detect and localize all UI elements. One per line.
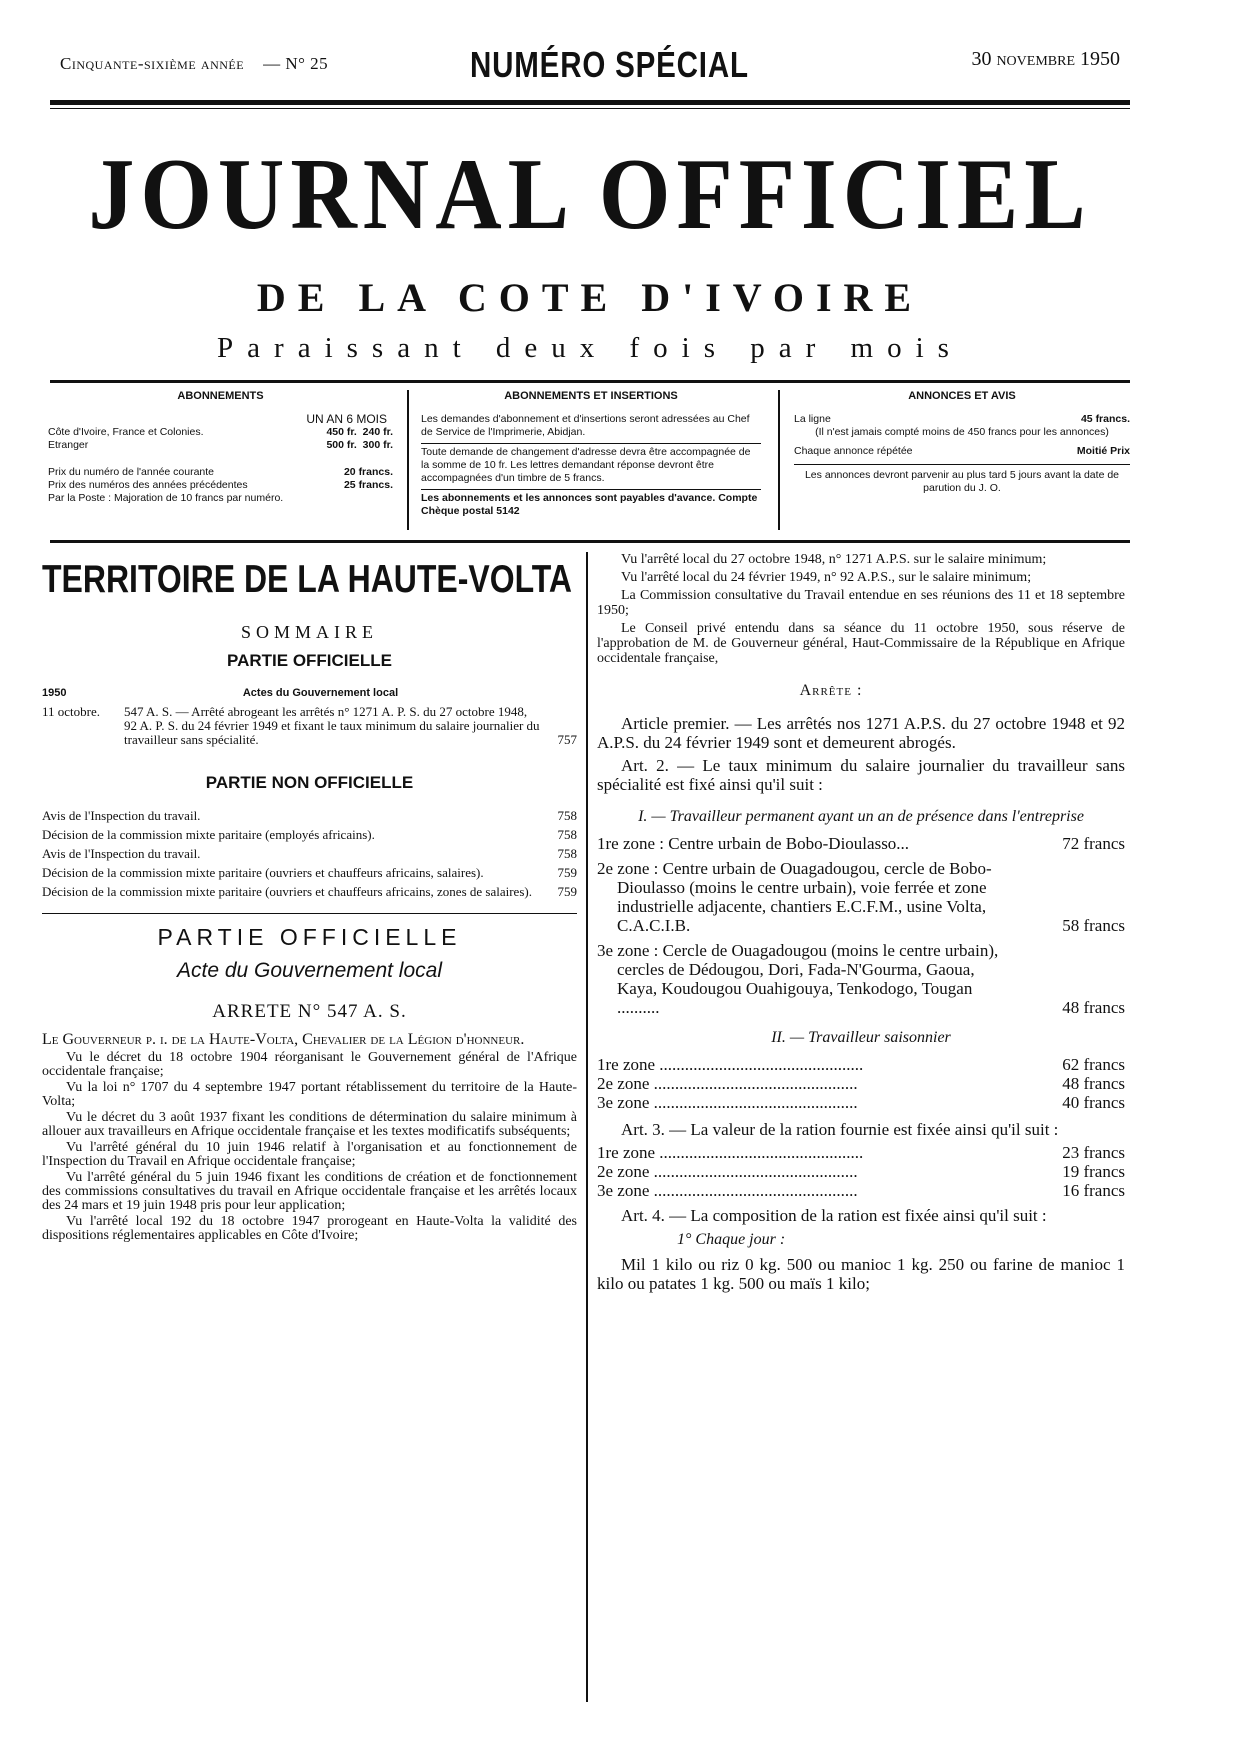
vu-paragraph: Vu l'arrêté local du 24 février 1949, n° 92 A.P.S., sur le salaire minimum; [621,570,1032,585]
vu-paragraph: Vu l'arrêté général du 5 juin 1946 fixant les conditions de création et de fonctionnement des commissions consultatives du travail en Afrique occidentale française et les arrêtés locaux des 24 mars et 19 juin 1948 pris pour leur application; [42,1170,577,1213]
tagline: Paraissant deux fois par mois [217,332,963,364]
abonnements-title: ABONNEMENTS [177,390,264,402]
chaque-jour-heading: 1° Chaque jour : [677,1231,786,1248]
zone-row: 3e zone : Cercle de Ouagadougou (moins le centre urbain), cercles de Dédougou, Dori, Fada-N'Gourma, Gaoua, Kaya, Koudougou Ouahigouya, Tenkodogo, Tougan .......... 48 francs [597,941,1125,1017]
annonce-repetee: Chaque annonce répétée Moitié Prix [794,445,1130,457]
info-bottom-rule [50,540,1130,543]
right-column [597,552,1125,1297]
partie-officielle-heading: PARTIE OFFICIELLE [227,651,392,670]
vu-paragraph: Vu l'arrêté local du 27 octobre 1948, n° 1271 A.P.S. sur le salaire minimum; [621,552,1047,567]
acte-subtitle: Acte du Gouvernement local [177,959,442,982]
abonnement-row: Etranger 500 fr. 300 fr. [48,439,393,451]
poste-note: Par la Poste : Majoration de 10 francs par numéro. [48,492,284,504]
article-1: Article premier. — Les arrêtés nos 1271 A.P.S. du 27 octobre 1948 et 92 A.P.S. du 24 février 1949 sont et demeurent abrogés. [597,714,1125,752]
article-4: Art. 4. — La composition de la ration est fixée ainsi qu'il suit : [621,1206,1047,1225]
article-3: Art. 3. — La valeur de la ration fournie est fixée ainsi qu'il suit : [621,1120,1059,1139]
section-1-heading: I. — Travailleur permanent ayant un an de présence dans l'entreprise [638,808,1084,825]
saison-row: 1re zone ................................................ 62 francs [597,1055,1125,1074]
toc-item: Décision de la commission mixte paritaire (employés africains). 758 [42,827,577,842]
issue-year: Cinquante-sixième année — N° 25 [60,54,329,73]
vu-paragraph: Vu l'arrêté local 192 du 18 octobre 1947 prorogeant en Haute-Volta la validité des dispositions réglementaires applicables en Côte d'Ivoire; [42,1214,577,1243]
column-divider [586,552,588,1702]
gouverneur-line: Le Gouverneur p. i. de la Haute-Volta, Chevalier de la Légion d'honneur. [42,1031,525,1048]
ration-row: 1re zone ................................................ 23 francs [597,1143,1125,1162]
info-separator [407,390,409,530]
vu-paragraph: La Commission consultative du Travail entendue en ses réunions des 11 et 18 septembre 1950; [597,588,1125,618]
toc-item: Avis de l'Inspection du travail. 758 [42,808,577,823]
info-separator [778,390,780,530]
header-rule-thin [50,108,1130,109]
abonnement-row: Côte d'Ivoire, France et Colonies. 450 fr. 240 fr. [48,426,393,438]
insertions-title: ABONNEMENTS ET INSERTIONS [504,390,678,402]
prix-row: Prix des numéros des années précédentes 25 francs. [48,479,393,491]
ration-row: 2e zone ................................................ 19 francs [597,1162,1125,1181]
partie-officielle-title: PARTIE OFFICIELLE [157,924,462,950]
sommaire-title: SOMMAIRE [240,622,378,642]
territory-title: TERRITOIRE DE LA HAUTE-VOLTA [42,558,573,601]
annonces-column [794,390,1130,495]
insertions-payment: Les abonnements et les annonces sont payables d'avance. Compte Chèque postal 5142 [421,489,761,518]
abonnements-col-headers: UN AN 6 MOIS [306,412,387,426]
arrete-title: ARRETE N° 547 A. S. [212,1001,407,1022]
toc-item: Avis de l'Inspection du travail. 758 [42,846,577,861]
article-2: Art. 2. — Le taux minimum du salaire journalier du travailleur sans spécialité est fixé ainsi qu'il suit : [597,756,1125,794]
prix-row: Prix du numéro de l'année courante 20 francs. [48,466,393,478]
vu-paragraph: Vu le décret du 3 août 1937 fixant les conditions de détermination du salaire minimum à allouer aux travailleurs en Afrique occidentale française et les textes modificatifs subséquents; [42,1110,577,1139]
header-rule [50,100,1130,105]
saison-row: 3e zone ................................................ 40 francs [597,1093,1125,1112]
zone-row: 2e zone : Centre urbain de Ouagadougou, cercle de Bobo-Dioulasso (moins le centre urbain), voie ferrée et zone industrielle adjacente, chantiers E.C.F.M., usine Volta, C.A.C.I.B. 58 francs [597,859,1125,935]
annonce-note: (Il n'est jamais compté moins de 450 francs pour les annonces) [815,426,1109,438]
ration-composition: Mil 1 kilo ou riz 0 kg. 500 ou manioc 1 kg. 250 ou farine de manioc 1 kilo ou patates 1 kg. 500 ou maïs 1 kilo; [597,1255,1125,1293]
section-divider [42,913,577,914]
vu-paragraph: Le Conseil privé entendu dans sa séance du 11 octobre 1950, sous réserve de l'approbation de M. de Gouverneur général, Haut-Commissaire de la République en Afrique occidentale française, [597,621,1125,666]
insertions-column [421,390,761,518]
special-issue-label: NUMÉRO SPÉCIAL [470,44,749,85]
annonces-title: ANNONCES ET AVIS [908,390,1016,402]
ration-row: 3e zone ................................................ 16 francs [597,1181,1125,1200]
subscription-info [48,384,1130,534]
vu-paragraph: Vu le décret du 18 octobre 1904 réorganisant le Gouvernement général de l'Afrique occidentale française; [42,1050,577,1079]
info-top-rule [50,380,1130,383]
section-2-heading: II. — Travailleur saisonnier [771,1029,951,1046]
arrete-heading: Arrête : [799,682,863,699]
saison-row: 2e zone ................................................ 48 francs [597,1074,1125,1093]
insertions-address: Les demandes d'abonnement et d'insertions seront adressées au Chef de Service de l'Imprimerie, Abidjan. [421,413,750,438]
sommaire-subheader: 1950 Actes du Gouvernement local [42,687,399,699]
annonce-ligne: La ligne 45 francs. [794,413,1130,425]
toc-item: Décision de la commission mixte paritaire (ouvriers et chauffeurs africains, zones de salaires). 759 [42,884,577,899]
left-column [42,552,577,1245]
vu-paragraph: Vu l'arrêté général du 10 juin 1946 relatif à l'organisation et au fonctionnement de l'Inspection du Travail en Afrique occidentale française; [42,1140,577,1169]
issue-header [60,44,1120,90]
toc-item: Décision de la commission mixte paritaire (ouvriers et chauffeurs africains, salaires). 759 [42,865,577,880]
vu-paragraph: Vu la loi n° 1707 du 4 septembre 1947 portant rétablissement du territoire de la Haute-Volta; [42,1080,577,1109]
subhead: DE LA COTE D'IVOIRE [256,275,924,320]
issue-date: 30 novembre 1950 [971,48,1120,70]
partie-non-officielle-heading: PARTIE NON OFFICIELLE [205,773,414,792]
abonnements-column [48,390,393,505]
insertions-change: Toute demande de changement d'adresse devra être accompagnée de la somme de 10 fr. Les lettres demandant réponse devront être accompagnées d'un timbre de 5 francs. [421,443,761,485]
zone-row: 1re zone : Centre urbain de Bobo-Dioulasso... 72 francs [597,834,1125,853]
sommaire-entry: 11 octobre. 547 A. S. — Arrêté abrogeant les arrêtés n° 1271 A. P. S. du 27 octobre 1948, 92 A. P. S. du 24 février 1949 et fixant le taux minimum du salaire journalier du travailleur sans spécialité. 757 [42,704,577,747]
masthead: JOURNAL OFFICIEL [88,137,1092,251]
annonce-delai: Les annonces devront parvenir au plus tard 5 jours avant la date de parution du J. O. [794,464,1130,495]
